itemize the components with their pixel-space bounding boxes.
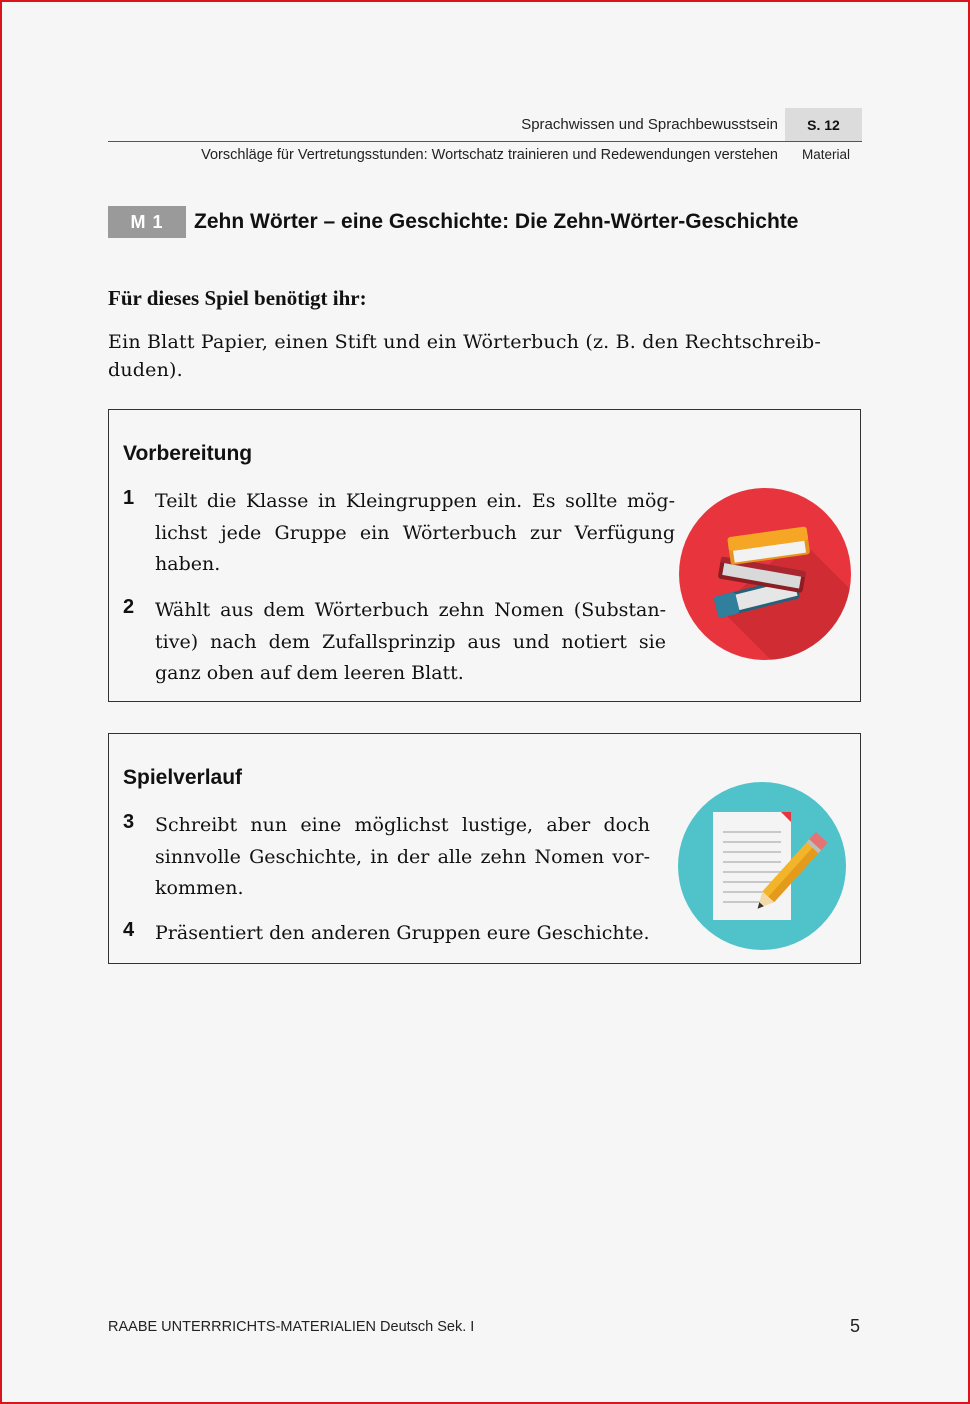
intro-text: Ein Blatt Papier, einen Stift und ein Wörterbuch (z. B. den Rechtschreib-duden). <box>108 331 822 381</box>
books-icon <box>679 488 851 665</box>
step-number: 1 <box>123 487 135 509</box>
preparation-box <box>108 409 861 702</box>
step-item <box>123 810 650 905</box>
intro-heading: Für dieses Spiel benötigt ihr: <box>108 286 367 310</box>
step-text: Wählt aus dem Wörterbuch zehn Nomen (Substan-tive) nach dem Zufallsprinzip aus und notiert sie ganz oben auf dem leeren Blatt. <box>155 599 666 684</box>
material-badge: M 1 <box>108 206 186 238</box>
step-text: Präsentiert den anderen Gruppen eure Geschichte. <box>155 922 650 944</box>
step-item <box>123 595 666 690</box>
paper-pencil-icon <box>677 780 847 957</box>
step-text: Schreibt nun eine möglichst lustige, aber doch sinnvolle Geschichte, in der alle zehn Nomen vor-kommen. <box>155 814 650 899</box>
step-number: 2 <box>123 596 135 618</box>
step-text: Teilt die Klasse in Kleingruppen ein. Es sollte mög-lichst jede Gruppe ein Wörterbuch zur Verfügung haben. <box>155 490 675 575</box>
header-section: Sprachwissen und Sprachbewusstsein <box>521 116 778 133</box>
step-number: 3 <box>123 811 135 833</box>
header-bar <box>108 108 862 142</box>
step-number: 4 <box>123 919 135 941</box>
step-item <box>123 918 675 950</box>
gameplay-heading: Spielverlauf <box>123 766 243 789</box>
header-subtitle: Vorschläge für Vertretungsstunden: Wortschatz trainieren und Redewendungen verstehen <box>201 147 778 163</box>
footer-publisher: RAABE UNTERRRICHTS-MATERIALIEN Deutsch Sek. I <box>108 1319 475 1335</box>
header-material: Material <box>801 147 850 162</box>
step-item <box>123 486 675 581</box>
footer-page-number: 5 <box>850 1316 861 1336</box>
preparation-heading: Vorbereitung <box>123 442 253 465</box>
header-page-label: S. 12 <box>785 108 862 141</box>
gameplay-box <box>108 733 861 964</box>
page-title: Zehn Wörter – eine Geschichte: Die Zehn-Wörter-Geschichte <box>194 210 799 233</box>
